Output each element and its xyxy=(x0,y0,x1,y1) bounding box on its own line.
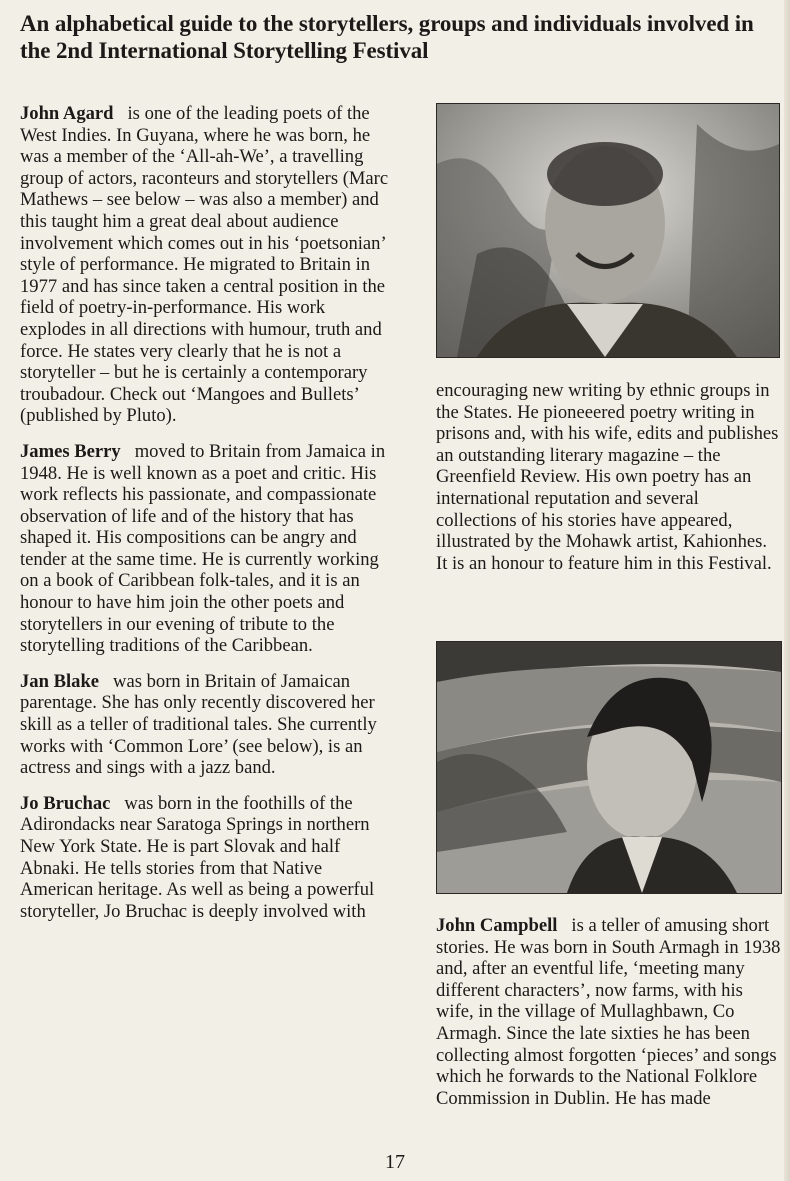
entry-name: Jan Blake xyxy=(20,670,100,692)
page-title: An alphabetical guide to the storytellers, groups and individuals involved in the 2nd International Storytelling Festival xyxy=(20,11,754,63)
entry-text: is one of the leading poets of the West Indies. In Guyana, where he was born, he was a member of the ‘All-ah-We’, a travelling group of actors, raconteurs and storytellers (Marc Mathews – see below – was also a member) and this taught him a great deal about audience involvement which comes out in his ‘poetsonian’ style of performance. He migrated to Britain in 1977 and has since taken a central position in the field of poetry-in-performance. His work explodes in all directions with humour, truth and force. He states very clearly that he is not a storyteller – but he is certainly a contemporary troubadour. Check out ‘Mangoes and Bullets’ (published by Pluto). xyxy=(20,103,389,427)
entry-text: is a teller of amusing short stories. He was born in South Armagh in 1938 and, after an eventful life, ‘meeting many different characters’, now farms, with his wife, in the village of Mullaghbawn, Co Armagh. Since the late sixties he has been collecting almost forgotten ‘pieces’ and songs which he forwards to the National Folklore Commission in Dublin. He has made xyxy=(436,915,781,1109)
entry-name: James Berry xyxy=(20,440,121,462)
entry-text: was born in the foothills of the Adirondacks near Saratoga Springs in northern New York State. He is part Slovak and half Abnaki. He tells stories from that Native American heritage. As well as being a powerful storyteller, Jo Bruchac is deeply involved with xyxy=(20,792,375,922)
left-column xyxy=(20,103,392,936)
page-number: 17 xyxy=(385,1151,405,1173)
photo-john-agard xyxy=(436,103,780,358)
photo-john-campbell xyxy=(436,641,782,894)
entry-name: Jo Bruchac xyxy=(20,792,111,814)
right-column-lower xyxy=(436,915,781,1123)
page-edge xyxy=(784,0,790,1181)
entry-john-campbell xyxy=(436,915,781,1109)
entry-jo-bruchac xyxy=(20,793,392,923)
entry-text: was born in Britain of Jamaican parentage. She has only recently discovered her skill as a teller of traditional tales. She currently works with ‘Common Lore’ (see below), is an actress and sings with a jazz band. xyxy=(20,670,377,779)
entry-james-berry xyxy=(20,441,392,657)
entry-jan-blake xyxy=(20,671,392,779)
entry-john-agard xyxy=(20,103,392,427)
entry-name: John Agard xyxy=(20,103,114,124)
bruchac-continued: encouraging new writing by ethnic groups in the States. He pioneeered poetry writing in prisons and, with his wife, edits and publishes an outstanding literary magazine – the Greenfield Review. His own poetry has an international reputation and several collections of his stories have appeared, illustrated by the Mohawk artist, Kahionhes. It is an honour to feature him in this Festival. xyxy=(436,380,779,574)
entry-text: moved to Britain from Jamaica in 1948. He is well known as a poet and critic. His work reflects his passionate, and compassionate observation of life and of the history that has shaped it. His compositions can be angry and tender at the same time. He is currently working on a book of Caribbean folk-tales, and it is an honour to have him join the other poets and storytellers in our evening of tribute to the storytelling traditions of the Caribbean. xyxy=(20,440,386,657)
entry-name: John Campbell xyxy=(436,915,558,936)
